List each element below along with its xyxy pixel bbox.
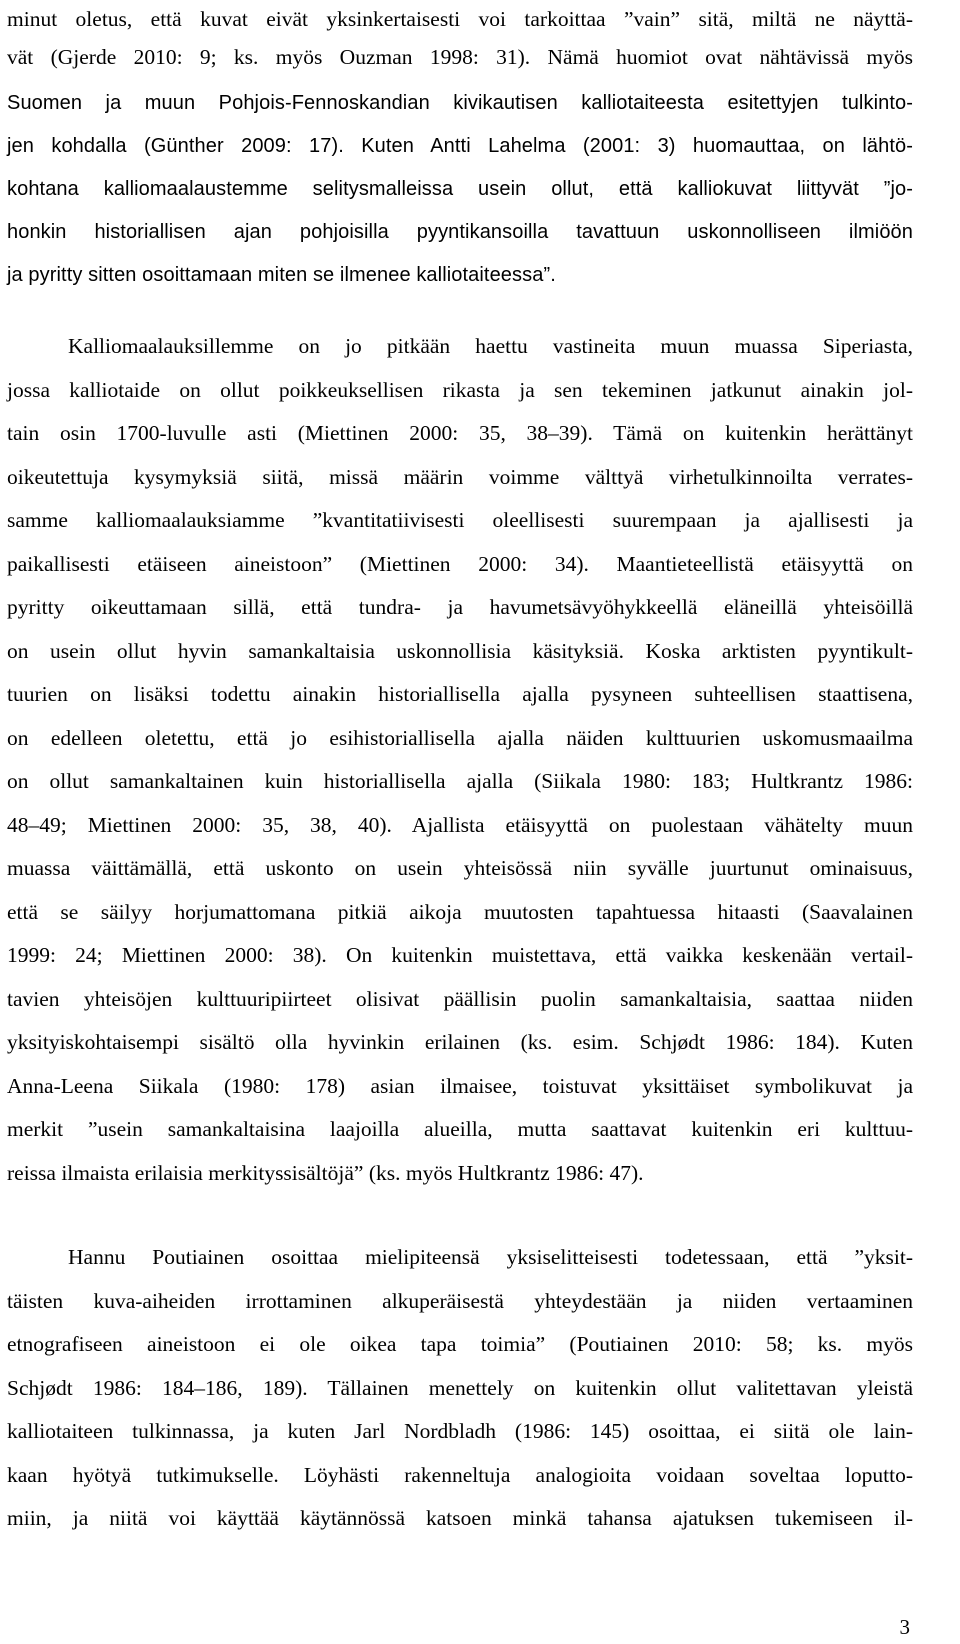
- text-line: jossa kalliotaide on ollut poikkeuksellisen rikasta ja sen tekeminen jatkunut ainakin jol-: [7, 378, 913, 402]
- text-line: tuurien on lisäksi todettu ainakin historiallisella ajalla pysyneen suhteellisen staattisena,: [7, 682, 913, 706]
- text-line: tavien yhteisöjen kulttuuripiirteet olisivat päällisin puolin samankaltaisia, saattaa niiden: [7, 987, 913, 1011]
- page-number: 3: [899, 1615, 910, 1639]
- text-line: muassa väittämällä, että uskonto on usein yhteisössä niin syvälle juurtunut ominaisuus,: [7, 856, 913, 880]
- text-line: että se säilyy horjumattomana pitkiä aikoja muutosten tapahtuessa hitaasti (Saavalainen: [7, 900, 913, 924]
- text-line: on edelleen oletettu, että jo esihistoriallisella ajalla näiden kulttuurien uskomusmaailma: [7, 726, 913, 750]
- text-line: täisten kuva-aiheiden irrottaminen alkuperäisestä yhteydestään ja niiden vertaaminen: [7, 1289, 913, 1313]
- text-line: 48–49; Miettinen 2000: 35, 38, 40). Ajallista etäisyyttä on puolestaan vähätelty muun: [7, 813, 913, 837]
- text-line: on ollut samankaltainen kuin historiallisella ajalla (Siikala 1980: 183; Hultkrantz 1986:: [7, 769, 913, 793]
- text-line: oikeutettuja kysymyksiä siitä, missä määrin voimme välttyä virhetulkinnoilta verrates-: [7, 465, 913, 489]
- text-line: miin, ja niitä voi käyttää käytännössä katsoen minkä tahansa ajatuksen tukemiseen il-: [7, 1506, 913, 1530]
- text-line: Kalliomaalauksillemme on jo pitkään haettu vastineita muun muassa Siperiasta,: [68, 334, 913, 358]
- text-line: Suomen ja muun Pohjois-Fennoskandian kivikautisen kalliotaiteesta esitettyjen tulkinto-: [7, 92, 913, 114]
- text-line: paikallisesti etäiseen aineistoon” (Miettinen 2000: 34). Maantieteellistä etäisyyttä on: [7, 552, 913, 576]
- text-line: Anna-Leena Siikala (1980: 178) asian ilmaisee, toistuvat yksittäiset symbolikuvat ja: [7, 1074, 913, 1098]
- text-line: pyritty oikeuttamaan sillä, että tundra- ja havumetsävyöhykkeellä eläneillä yhteisöillä: [7, 595, 913, 619]
- text-line: merkit ”usein samankaltaisina laajoilla alueilla, mutta saattavat kuitenkin eri kulttuu-: [7, 1117, 913, 1141]
- text-line: 1999: 24; Miettinen 2000: 38). On kuitenkin muistettava, että vaikka keskenään vertail-: [7, 943, 913, 967]
- text-line: minut oletus, että kuvat eivät yksinkertaisesti voi tarkoittaa ”vain” sitä, miltä ne näyttä-: [7, 7, 913, 31]
- text-line: kalliotaiteen tulkinnassa, ja kuten Jarl Nordbladh (1986: 145) osoittaa, ei siitä ole lain-: [7, 1419, 913, 1443]
- text-line: kohtana kalliomaalaustemme selitysmalleissa usein ollut, että kalliokuvat liittyvät ”jo-: [7, 178, 913, 200]
- text-line: ja pyritty sitten osoittamaan miten se ilmenee kalliotaiteessa”.: [7, 264, 556, 286]
- text-line: on usein ollut hyvin samankaltaisia uskonnollisia käsityksiä. Koska arktisten pyyntikult-: [7, 639, 913, 663]
- text-line: Hannu Poutiainen osoittaa mielipiteensä yksiselitteisesti todetessaan, että ”yksit-: [68, 1245, 913, 1269]
- text-line: honkin historiallisen ajan pohjoisilla pyyntikansoilla tavattuun uskonnolliseen ilmiöön: [7, 221, 913, 243]
- text-line: Schjødt 1986: 184–186, 189). Tällainen menettely on kuitenkin ollut valitettavan yleistä: [7, 1376, 913, 1400]
- text-line: tain osin 1700-luvulle asti (Miettinen 2000: 35, 38–39). Tämä on kuitenkin herättänyt: [7, 421, 913, 445]
- text-line: yksityiskohtaisempi sisältö olla hyvinkin erilainen (ks. esim. Schjødt 1986: 184). Kuten: [7, 1030, 913, 1054]
- text-line: jen kohdalla (Günther 2009: 17). Kuten Antti Lahelma (2001: 3) huomauttaa, on lähtö-: [7, 135, 913, 157]
- text-line: kaan hyötyä tutkimukselle. Löyhästi rakenneltuja analogioita voidaan soveltaa loputto-: [7, 1463, 913, 1487]
- text-line: reissa ilmaista erilaisia merkityssisältöjä” (ks. myös Hultkrantz 1986: 47).: [7, 1161, 644, 1185]
- text-line: vät (Gjerde 2010: 9; ks. myös Ouzman 1998: 31). Nämä huomiot ovat nähtävissä myös: [7, 45, 913, 69]
- text-line: samme kalliomaalauksiamme ”kvantitatiivisesti oleellisesti suurempaan ja ajallisesti ja: [7, 508, 913, 532]
- text-line: etnografiseen aineistoon ei ole oikea tapa toimia” (Poutiainen 2010: 58; ks. myös: [7, 1332, 913, 1356]
